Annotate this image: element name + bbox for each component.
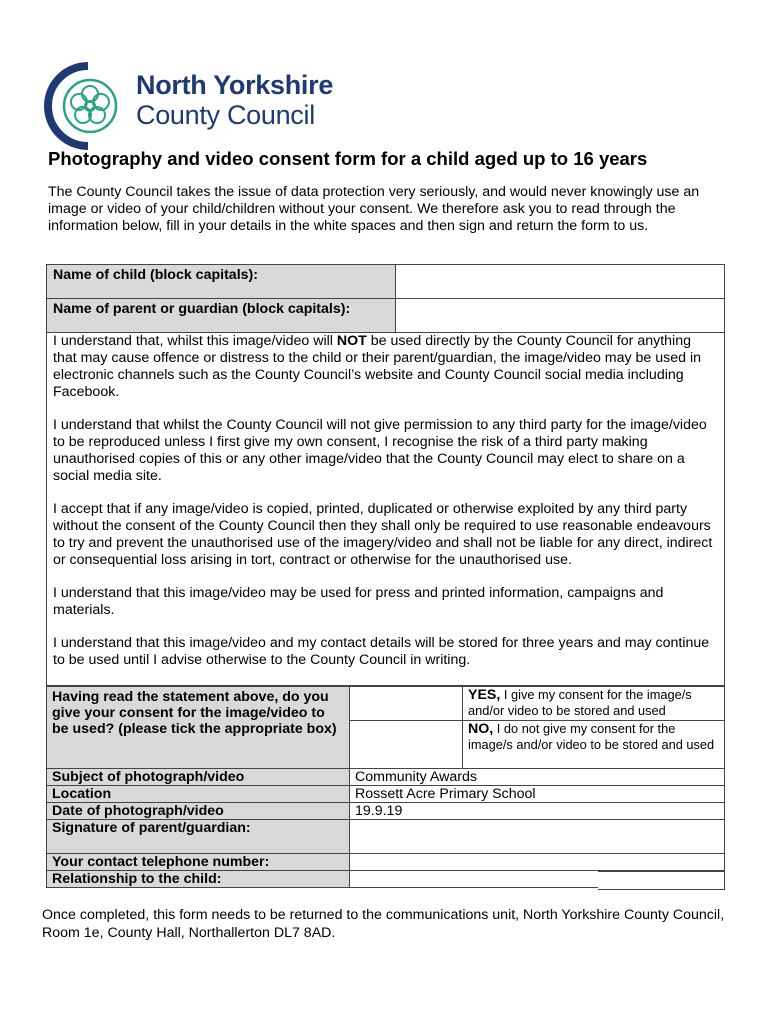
intro-paragraph: The County Council takes the issue of data protection very seriously, and would never knowingly use an image or video of your child/children without your consent. We therefore ask you to read through the information below, fill in your details in the white spaces and then sign and return the form to us. — [48, 184, 700, 234]
subject-label: Subject of photograph/video — [47, 769, 350, 786]
parent-name-field[interactable] — [396, 299, 725, 333]
statement-4: I understand that this image/video may be used for press and printed information, campaigns and materials. — [53, 585, 664, 618]
subject-field[interactable]: Community Awards — [350, 769, 725, 786]
council-logo — [44, 60, 364, 150]
statement-1: I understand that, whilst this image/video will NOT be used directly by the County Council for anything that may cause offence or distress to the child or their parent/guardian, the image/video may be used in electronic channels such as the County Council’s website and County Council social media including Facebook. — [53, 333, 702, 400]
logo-line-2: County Council — [136, 100, 315, 130]
signature-field[interactable] — [350, 820, 725, 854]
date-of-photo-field[interactable]: 19.9.19 — [350, 803, 725, 820]
yes-tick-box[interactable] — [350, 687, 463, 721]
page-title: Photography and video consent form for a child aged up to 16 years — [48, 148, 648, 169]
return-instructions: Once completed, this form needs to be returned to the communications unit, North Yorkshire County Council, Room 1e, County Hall, Northallerton DL7 8AD. — [42, 907, 725, 941]
no-tick-box[interactable] — [350, 721, 463, 769]
location-label: Location — [47, 786, 350, 803]
phone-field[interactable] — [350, 854, 725, 871]
parent-name-label: Name of parent or guardian (block capitals): — [47, 299, 396, 333]
child-name-field[interactable] — [396, 265, 725, 299]
statement-5: I understand that this image/video and my contact details will be stored for three years and may continue to be used until I advise otherwise to the County Council in writing. — [53, 635, 710, 668]
phone-label: Your contact telephone number: — [47, 854, 350, 871]
date-of-photo-label: Date of photograph/video — [47, 803, 350, 820]
consent-question: Having read the statement above, do you give your consent for the image/video to be used? (please tick the appropriate box) — [47, 687, 350, 769]
signature-label: Signature of parent/guardian: — [47, 820, 350, 854]
yes-option: YES, I give my consent for the image/s and/or video to be stored and used — [463, 687, 725, 721]
statement-3: I accept that if any image/video is copied, printed, duplicated or otherwise exploited by any third party without the consent of the County Council then they shall only be required to use reasonable endeavours to try and prevent the unauthorised use of the imagery/video and shall not be liable for any direct, indirect or consequential loss arising in tort, contract or otherwise for the unauthorised use. — [53, 501, 713, 568]
rose-emblem-icon — [44, 60, 130, 150]
statements-block — [47, 333, 725, 686]
no-option: NO, I do not give my consent for the image/s and/or video to be stored and used — [463, 721, 725, 769]
consent-form-table — [46, 264, 725, 686]
relationship-label: Relationship to the child: — [47, 871, 350, 888]
details-table — [46, 686, 725, 888]
logo-line-1: North Yorkshire — [136, 70, 334, 100]
statement-2: I understand that whilst the County Council will not give permission to any third party for the image/video to be reproduced unless I first give my own consent, I recognise the risk of a third party making unauthorised copies of this or any other image/video that the County Council may elect to share on a social media site. — [53, 417, 707, 484]
location-field[interactable]: Rossett Acre Primary School — [350, 786, 725, 803]
date-field[interactable] — [598, 871, 725, 890]
child-name-label: Name of child (block capitals): — [47, 265, 396, 299]
